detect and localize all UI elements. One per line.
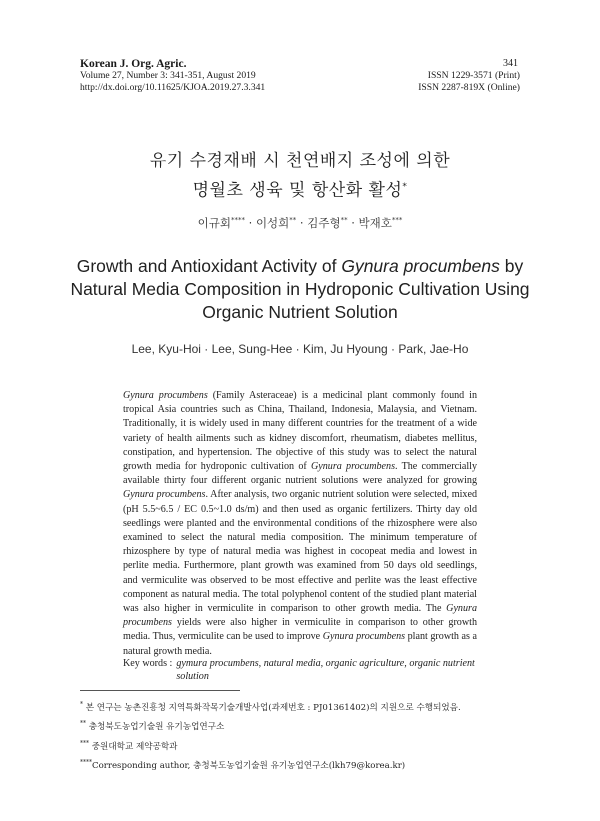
author-separator: · (351, 216, 355, 230)
keywords (123, 657, 477, 683)
header-row-2 (80, 82, 520, 94)
korean-title-line-2: 명월초 생육 및 항산화 활성* (192, 180, 408, 201)
korean-title-line-1: 유기 수경재배 시 천연배지 조성에 의한 (149, 151, 451, 171)
title-footnote-mark: * (402, 182, 408, 192)
korean-title (0, 148, 600, 204)
footnote-1: * 본 연구는 농촌진흥청 지역특화작목기술개발사업(과제번호 : PJ01361402)의 지원으로 수행되었음. (80, 701, 461, 713)
footnote-divider (80, 690, 240, 691)
keywords-label: Key words : (123, 658, 173, 669)
issn-print: ISSN 1229-3571 (Print) (427, 70, 520, 81)
english-title (0, 255, 600, 324)
page-number: 341 (503, 58, 518, 69)
english-title-line-1: Growth and Antioxidant Activity of Gynura procumbens by (76, 256, 524, 276)
volume-info: Volume 27, Number 3: 341-351, August 2019 (80, 70, 256, 81)
author-1: 이규회**** (197, 216, 245, 230)
english-authors: Lee, Kyu-Hoi · Lee, Sung-Hee · Kim, Ju Hyoung · Park, Jae-Ho (131, 342, 469, 356)
korean-authors (0, 215, 600, 231)
doi-link[interactable]: http://dx.doi.org/10.11625/KJOA.2019.27.3.341 (80, 82, 266, 93)
keywords-text: gymura procumbens, natural media, organic agriculture, organic nutrient solution (176, 658, 475, 682)
english-title-line-3: Organic Nutrient Solution (202, 302, 398, 322)
author-4: 박재호*** (358, 216, 403, 230)
english-title-line-2: Natural Media Composition in Hydroponic Cultivation Using (70, 279, 530, 299)
footnote-4: ****Corresponding author, 충청북도농업기술원 유기농업연구소(lkh79@korea.kr) (80, 759, 406, 771)
author-separator: · (299, 216, 304, 230)
footnote-3: *** 중원대학교 제약공학과 (80, 739, 178, 752)
footnotes (80, 697, 530, 774)
abstract (123, 389, 477, 659)
species-name: Gynura procumbens (341, 256, 500, 276)
issn-online: ISSN 2287-819X (Online) (418, 82, 520, 93)
author-3: 김주형** (307, 216, 348, 230)
journal-name: Korean J. Org. Agric. (80, 58, 187, 70)
author-2: 이성희** (255, 216, 297, 230)
footnote-2: ** 충청북도농업기술원 유기농업연구소 (80, 720, 225, 733)
abstract-text: Gynura procumbens (Family Asteraceae) is a medicinal plant commonly found in tropical Asia countries such as China, Thailand, Indonesia, Malaysia, and Vietnam. Traditionally, it is widely used in many different countries for the treatment of a wide variety of health ailments such as kidney discomfort, rheumatism, diabetes mellitus, constipation, and hypertension. The objective of this study was to select the natural growth media for hydroponic cultivation of Gynura procumbens. The commercially available thirty four different organic nutrient solutions were analyzed for growing Gynura procumbens. After analysis, two organic nutrient solution were selected, mixed (pH 5.5~6.5 / EC 0.5~1.0 ds/m) and then used as organic fertilizers. Thirty day old seedlings were planted and the environmental conditions of the rhizosphere were also examined to select the natural media composition. The minimum temperature of rhizosphere by type of natural media was highest in cocopeat media and lowest in perlite media. Furthermore, plant growth was examined from 50 days old seedlings, and vermiculite was observed to be most effective and perlite was the least effective component as natural media. The total polyphenol content of the studied plant material was also higher in vermiculite in comparison to other growth media. The Gynura procumbens yields were also higher in vermiculite in comparison to other growth media. Thus, vermiculite can be used to improve Gynura procumbens plant growth as a natural growth media. (123, 390, 478, 657)
header-row-1 (80, 70, 520, 82)
journal-header (80, 58, 520, 94)
author-separator: · (248, 216, 253, 230)
